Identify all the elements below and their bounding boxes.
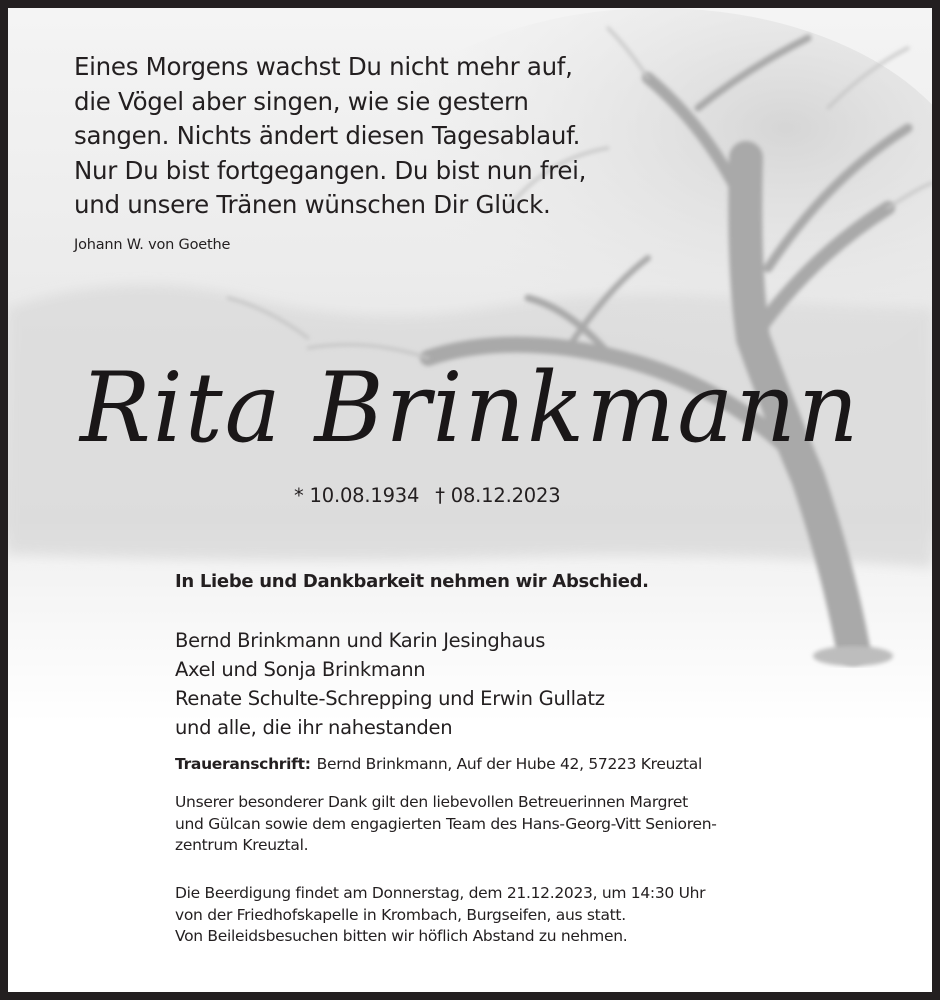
deceased-name: Rita Brinkmann <box>80 352 861 464</box>
poem-line: und unsere Tränen wünschen Dir Glück. <box>74 190 551 219</box>
mourners-list <box>175 626 605 742</box>
funeral-line: Die Beerdigung findet am Donnerstag, dem 21.12.2023, um 14:30 Uhr <box>175 884 706 902</box>
death-date: † 08.12.2023 <box>435 484 561 507</box>
farewell-heading: In Liebe und Dankbarkeit nehmen wir Abschied. <box>175 571 649 592</box>
funeral-line: von der Friedhofskapelle in Krombach, Burgseifen, aus statt. <box>175 905 626 924</box>
birth-date: * 10.08.1934 <box>294 484 420 507</box>
poem-line: sangen. Nichts ändert diesen Tagesablauf. <box>74 121 581 150</box>
poem-block <box>74 50 634 253</box>
thanks-line: Unserer besonderer Dank gilt den liebevollen Betreuerinnen Margret <box>175 793 688 811</box>
address-label: Traueranschrift: <box>175 755 311 773</box>
address-value: Bernd Brinkmann, Auf der Hube 42, 57223 Kreuztal <box>316 755 702 773</box>
obituary-notice <box>8 8 932 992</box>
funeral-line: Von Beileidsbesuchen bitten wir höflich Abstand zu nehmen. <box>175 927 628 945</box>
poem-line: Nur Du bist fortgegangen. Du bist nun frei, <box>74 155 587 185</box>
mourner-entry: Axel und Sonja Brinkmann <box>175 658 426 681</box>
mourner-entry: Renate Schulte-Schrepping und Erwin Gullatz <box>175 687 605 710</box>
funeral-info <box>175 883 795 948</box>
mourner-entry: Bernd Brinkmann und Karin Jesinghaus <box>175 629 546 652</box>
mourning-address <box>175 755 702 773</box>
poem-author: Johann W. von Goethe <box>74 236 231 253</box>
poem-line: Eines Morgens wachst Du nicht mehr auf, <box>74 52 573 81</box>
thanks-line: zentrum Kreuztal. <box>175 836 309 854</box>
thanks-paragraph <box>175 792 795 857</box>
notice-content <box>8 8 932 992</box>
mourner-entry: und alle, die ihr nahestanden <box>175 716 453 739</box>
thanks-line: und Gülcan sowie dem engagierten Team des Hans-Georg-Vitt Senioren- <box>175 814 717 833</box>
poem-line: die Vögel aber singen, wie sie gestern <box>74 86 529 116</box>
life-dates <box>294 484 560 507</box>
